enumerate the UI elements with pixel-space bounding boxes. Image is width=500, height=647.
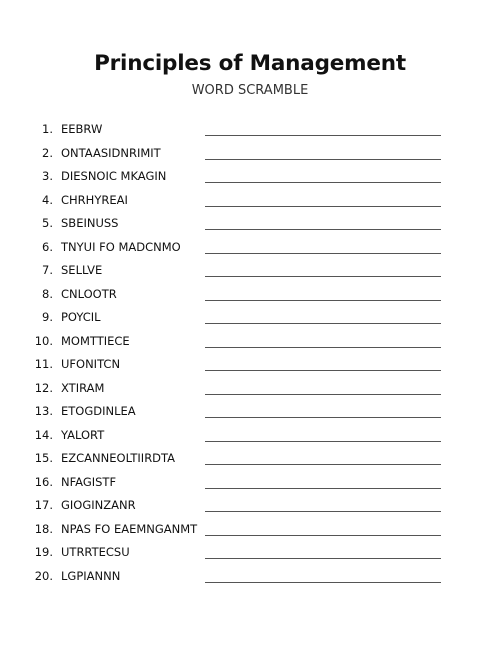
list-item: [0, 400, 500, 424]
answer-line[interactable]: [205, 182, 441, 183]
answer-line[interactable]: [205, 370, 441, 371]
scrambled-word: UTRRTECSU: [61, 545, 130, 559]
scrambled-word: MOMTTIECE: [61, 333, 130, 348]
list-item: [0, 518, 500, 542]
item-number: 15.: [34, 451, 53, 465]
item-number: 5.: [42, 216, 53, 230]
list-item: [0, 424, 500, 448]
scrambled-word: ETOGDINLEA: [61, 404, 136, 418]
item-number: 19.: [34, 545, 53, 559]
list-item: [0, 541, 500, 565]
item-number: 14.: [34, 427, 53, 442]
item-number: 16.: [34, 474, 53, 489]
answer-line[interactable]: [205, 253, 441, 254]
item-number: 1.: [42, 122, 53, 136]
item-number: 20.: [34, 568, 53, 583]
answer-line[interactable]: [205, 300, 441, 301]
answer-line[interactable]: [205, 135, 441, 136]
list-item: [0, 259, 500, 283]
scrambled-word: SELLVE: [61, 263, 103, 277]
scrambled-word: TNYUI FO MADCNMO: [61, 239, 181, 254]
answer-line[interactable]: [205, 582, 441, 583]
scrambled-word: DIESNOIC MKAGIN: [61, 169, 167, 183]
scrambled-word: GIOGINZANR: [61, 498, 136, 512]
list-item: [0, 447, 500, 471]
list-item: [0, 212, 500, 236]
scrambled-word: NPAS FO EAEMNGANMT: [61, 521, 198, 536]
list-item: [0, 353, 500, 377]
scrambled-word: LGPIANNN: [61, 568, 121, 583]
scrambled-word: CNLOOTR: [61, 286, 117, 301]
item-number: 12.: [34, 380, 53, 395]
item-number: 4.: [42, 192, 53, 207]
list-item: [0, 565, 500, 589]
answer-line[interactable]: [205, 417, 441, 418]
answer-line[interactable]: [205, 323, 441, 324]
scrambled-word: XTIRAM: [61, 380, 105, 395]
list-item: [0, 306, 500, 330]
answer-line[interactable]: [205, 488, 441, 489]
scrambled-word: EZCANNEOLTIIRDTA: [61, 451, 176, 465]
item-number: 7.: [42, 263, 53, 277]
answer-line[interactable]: [205, 229, 441, 230]
answer-line[interactable]: [205, 558, 441, 559]
answer-line[interactable]: [205, 347, 441, 348]
item-number: 6.: [42, 239, 53, 254]
list-item: [0, 189, 500, 213]
list-item: [0, 494, 500, 518]
scrambled-word: CHRHYREAI: [61, 192, 128, 207]
answer-line[interactable]: [205, 394, 441, 395]
scrambled-word: YALORT: [61, 427, 105, 442]
scrambled-word: NFAGISTF: [61, 474, 117, 489]
answer-line[interactable]: [205, 159, 441, 160]
word-scramble-list: [0, 118, 500, 588]
list-item: [0, 165, 500, 189]
item-number: 11.: [34, 357, 53, 371]
scrambled-word: EEBRW: [61, 122, 103, 136]
page-title: Principles of Management: [94, 51, 406, 76]
list-item: [0, 377, 500, 401]
scrambled-word: ONTAASIDNRIMIT: [61, 145, 161, 160]
item-number: 3.: [42, 169, 53, 183]
scrambled-word: SBEINUSS: [61, 216, 119, 230]
answer-line[interactable]: [205, 511, 441, 512]
list-item: [0, 330, 500, 354]
answer-line[interactable]: [205, 535, 441, 536]
answer-line[interactable]: [205, 464, 441, 465]
scrambled-word: UFONITCN: [61, 357, 121, 371]
item-number: 2.: [42, 145, 53, 160]
list-item: [0, 142, 500, 166]
item-number: 17.: [34, 498, 53, 512]
item-number: 10.: [34, 333, 53, 348]
answer-line[interactable]: [205, 206, 441, 207]
item-number: 13.: [34, 404, 53, 418]
answer-line[interactable]: [205, 276, 441, 277]
item-number: 8.: [42, 286, 53, 301]
page-subtitle: WORD SCRAMBLE: [191, 83, 309, 98]
scrambled-word: POYCIL: [61, 310, 101, 324]
list-item: [0, 471, 500, 495]
answer-line[interactable]: [205, 441, 441, 442]
list-item: [0, 236, 500, 260]
item-number: 18.: [34, 521, 53, 536]
list-item: [0, 283, 500, 307]
list-item: [0, 118, 500, 142]
item-number: 9.: [42, 310, 53, 324]
